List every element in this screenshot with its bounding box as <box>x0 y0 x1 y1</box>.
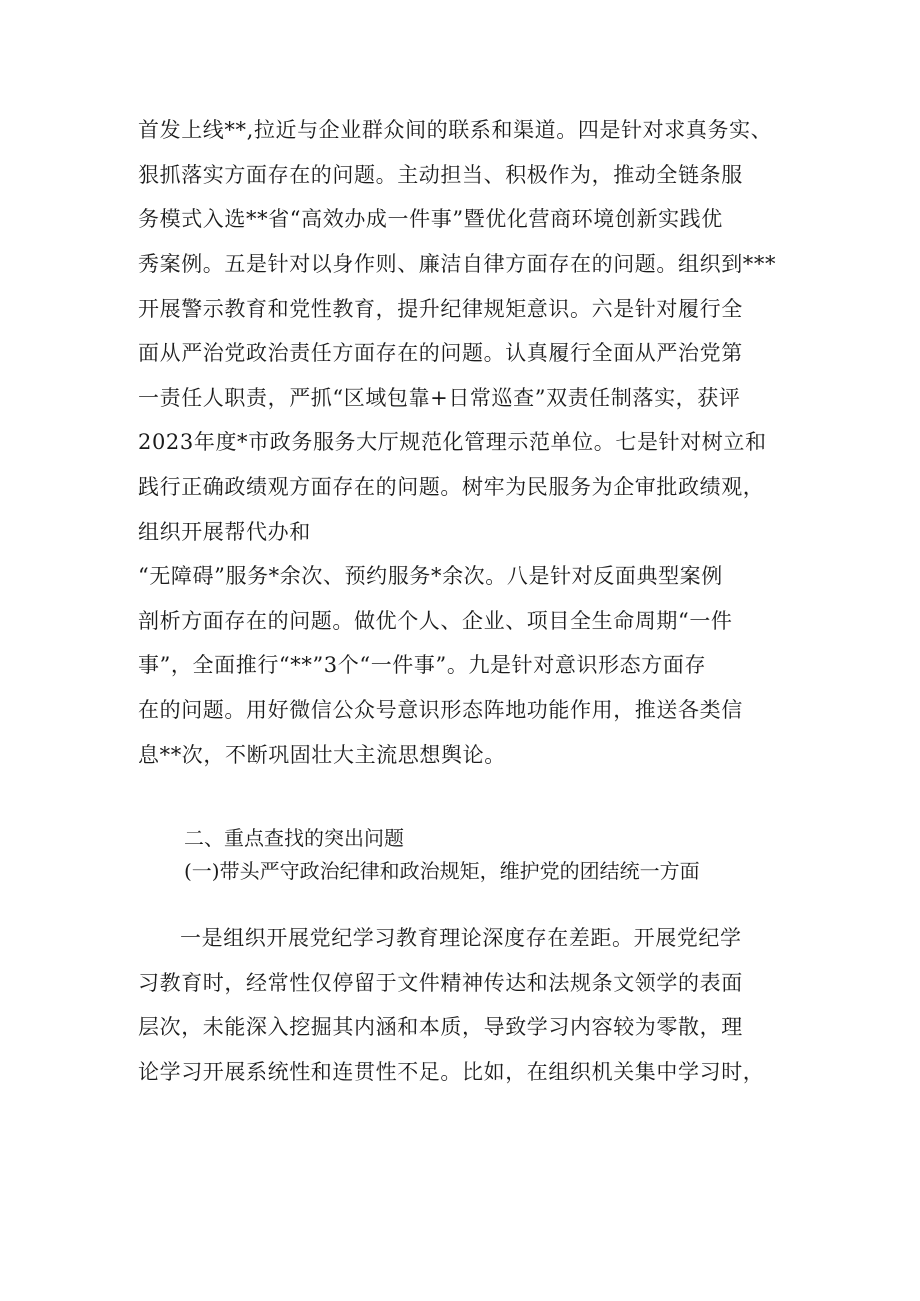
subsection-heading: (一)带头严守政治纪律和政治规矩，维护党的团结统一方面 <box>184 859 700 883</box>
body-line: 一是组织开展党纪学习教育理论深度存在差距。开展党纪学 <box>180 926 742 950</box>
body-line: 秀案例。五是针对以身作则、廉洁自律方面存在的问题。组织到*** <box>138 252 777 276</box>
body-line: 论学习开展系统性和连贯性不足。比如，在组织机关集中学习时， <box>138 1060 765 1084</box>
body-line: 事”，全面推行“**”3个“一件事”。九是针对意识形态方面存 <box>138 653 707 677</box>
body-line: 面从严治党政治责任方面存在的问题。认真履行全面从严治党第 <box>138 341 743 365</box>
body-line: 在的问题。用好微信公众号意识形态阵地功能作用，推送各类信 <box>138 698 743 722</box>
body-line: 首发上线**,拉近与企业群众间的联系和渠道。四是针对求真务实、 <box>138 118 773 142</box>
body-line: 息**次，不断巩固壮大主流思想舆论。 <box>138 743 506 767</box>
body-line: 践行正确政绩观方面存在的问题。树牢为民服务为企审批政绩观， <box>138 475 765 499</box>
body-line: 2023年度*市政务服务大厅规范化管理示范单位。七是针对树立和 <box>138 430 767 454</box>
body-line: 习教育时，经常性仅停留于文件精神传达和法规条文领学的表面 <box>138 971 743 995</box>
body-line: 一责任人职责，严抓“区域包靠+日常巡查”双责任制落实，获评 <box>138 386 741 410</box>
section-heading: 二、重点查找的突出问题 <box>184 826 404 850</box>
body-line: “无障碍”服务*余次、预约服务*余次。八是针对反面典型案例 <box>138 564 723 588</box>
body-line: 剖析方面存在的问题。做优个人、企业、项目全生命周期“一件 <box>138 609 733 633</box>
body-line: 开展警示教育和党性教育，提升纪律规矩意识。六是针对履行全 <box>138 297 743 321</box>
body-line: 层次，未能深入挖掘其内涵和本质，导致学习内容较为零散，理 <box>138 1015 743 1039</box>
body-line: 务模式入选**省“高效办成一件事”暨优化营商环境创新实践优 <box>138 207 723 231</box>
body-line: 狠抓落实方面存在的问题。主动担当、积极作为，推动全链条服 <box>138 163 743 187</box>
body-line: 组织开展帮代办和 <box>138 520 311 544</box>
